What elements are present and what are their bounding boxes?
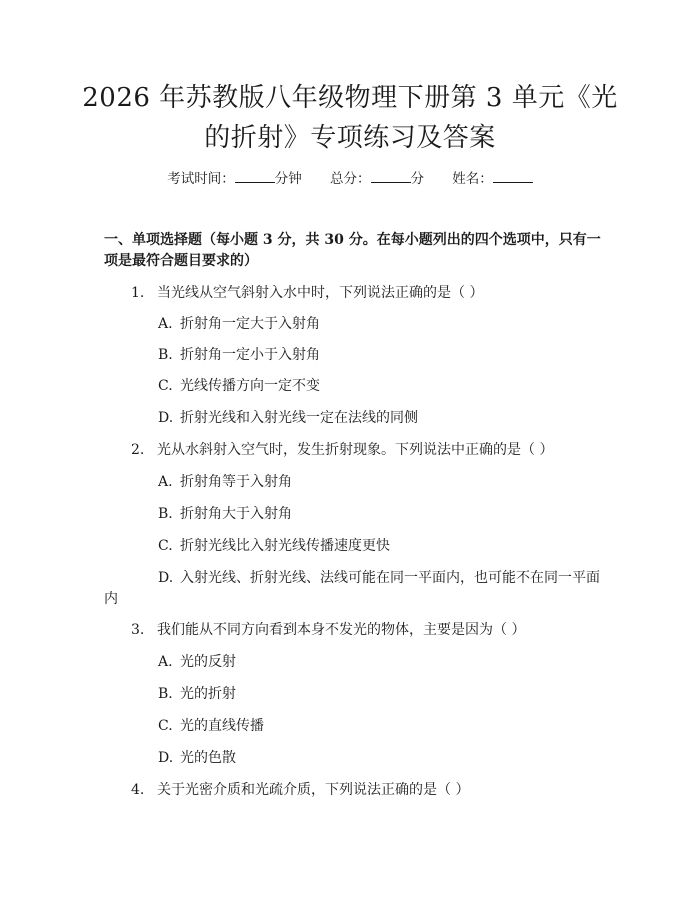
- question-1: [131, 283, 483, 303]
- question-text: 光从水斜射入空气时，发生折射现象。下列说法中正确的是（ ）: [157, 442, 554, 458]
- question-text: 关于光密介质和光疏介质，下列说法正确的是（ ）: [157, 782, 470, 798]
- option-text: 光的折射: [180, 686, 236, 702]
- title-line-1: 2026 年苏教版八年级物理下册第 3 单元《光: [82, 83, 618, 113]
- option-letter: B.: [158, 347, 173, 363]
- q3-option-a: [158, 652, 236, 672]
- question-number: 4.: [131, 782, 145, 798]
- exam-time-unit: 分钟: [274, 171, 302, 187]
- option-letter: B.: [158, 686, 173, 702]
- name-label: 姓名：: [452, 171, 493, 187]
- question-number: 3.: [131, 622, 145, 638]
- option-text: 折射角大于入射角: [180, 506, 292, 522]
- q2-option-a: [158, 472, 292, 492]
- name-blank: [493, 170, 533, 183]
- option-text: 折射角一定大于入射角: [180, 316, 320, 332]
- name-field: [452, 171, 533, 187]
- section-heading: 一、单项选择题（每小题 3 分，共 30 分。在每小题列出的四个选项中，只有一项是最符合题目要求的）: [104, 232, 601, 269]
- option-letter: B.: [158, 506, 173, 522]
- option-letter: D.: [158, 410, 174, 426]
- q2-option-c: [158, 536, 390, 556]
- title-line-2: 的折射》专项练习及答案: [204, 123, 496, 153]
- option-letter: D.: [158, 570, 174, 586]
- option-letter: D.: [158, 750, 174, 766]
- option-text: 入射光线、折射光线、法线可能在同一平面内，也可能不在同一平面: [180, 570, 600, 586]
- option-letter: C.: [158, 538, 173, 554]
- document-title: [60, 78, 640, 158]
- option-text: 光线传播方向一定不变: [180, 378, 320, 394]
- q2-option-b: [158, 504, 292, 524]
- option-text: 光的直线传播: [180, 718, 264, 734]
- q1-option-b: [158, 345, 320, 365]
- question-4: [131, 780, 469, 800]
- q3-option-d: [158, 748, 236, 768]
- total-score-label: 总分：: [330, 171, 371, 187]
- option-letter: A.: [158, 474, 173, 490]
- option-letter: C.: [158, 718, 173, 734]
- option-letter: A.: [158, 654, 173, 670]
- question-text: 我们能从不同方向看到本身不发光的物体，主要是因为（ ）: [157, 622, 526, 638]
- exam-time-blank: [235, 170, 275, 183]
- option-text: 折射光线和入射光线一定在法线的同侧: [180, 410, 418, 426]
- option-text: 光的反射: [180, 654, 236, 670]
- question-2: [131, 440, 553, 460]
- question-text: 当光线从空气斜射入水中时，下列说法正确的是（ ）: [157, 285, 484, 301]
- option-text: 折射角等于入射角: [180, 474, 292, 490]
- exam-time-field: [167, 171, 302, 187]
- question-number: 2.: [131, 442, 145, 458]
- q3-option-b: [158, 684, 236, 704]
- total-score-blank: [371, 170, 411, 183]
- q2-option-d: [158, 568, 600, 588]
- option-letter: A.: [158, 316, 173, 332]
- q1-option-a: [158, 314, 320, 334]
- total-score-unit: 分: [410, 171, 424, 187]
- question-3: [131, 620, 525, 640]
- q1-option-d: [158, 408, 418, 428]
- exam-info: [0, 170, 700, 188]
- q3-option-c: [158, 716, 264, 736]
- q1-option-c: [158, 376, 320, 396]
- option-text: 光的色散: [180, 750, 236, 766]
- option-text: 折射角一定小于入射角: [180, 347, 320, 363]
- q2-option-d-wrap: 内: [104, 591, 118, 607]
- option-text: 折射光线比入射光线传播速度更快: [180, 538, 390, 554]
- exam-time-label: 考试时间：: [167, 171, 235, 187]
- total-score-field: [330, 171, 424, 187]
- option-letter: C.: [158, 378, 173, 394]
- question-number: 1.: [131, 285, 145, 301]
